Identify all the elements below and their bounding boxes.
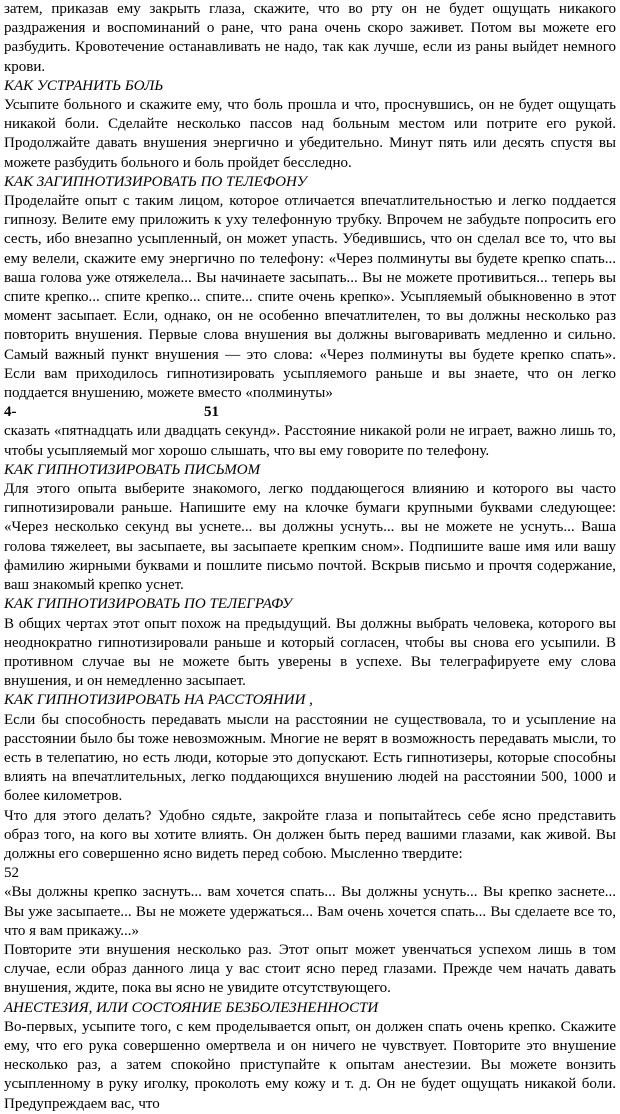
paragraph: В общих чертах этот опыт похож на предыдущий. Вы должны выбрать человека, которого вы неоднократно гипнотизировали раньше и который согласен, чтобы вы снова его усыпили. В противном случае вы не можете быть уверены в успехе. Вы телеграфируете ему слова внушения, и он немедленно засыпает.: [4, 615, 616, 690]
section-heading: КАК УСТРАНИТЬ БОЛЬ: [4, 77, 164, 94]
section-heading: КАК ГИПНОТИЗИРОВАТЬ НА РАССТОЯНИИ ,: [4, 692, 313, 709]
page-marker: 4-: [4, 404, 17, 421]
page-number: 51: [204, 404, 219, 421]
page-number: 52: [4, 865, 19, 882]
paragraph: Усыпите больного и скажите ему, что боль прошла и что, проснувшись, он не будет ощущать никакой боли. Сделайте несколько пассов над больным местом или потрите его рукой. Продолжайте давать внушения энергично и убедительно. Минут пять или десять спустя вы можете разбудить больного и боль пройдет бесследно.: [4, 97, 616, 171]
paragraph: Что для этого делать? Удобно сядьте, закройте глаза и попытайтесь себе ясно представить образ того, на кого вы хотите влиять. Он должен быть перед вашими глазами, как живой. Вы должны его совершенно ясно видеть перед собою. Мысленно твердите:: [4, 807, 616, 862]
paragraph: Проделайте опыт с таким лицом, которое отличается впечатлительностью и легко поддается гипнозу. Велите ему приложить к уху телефонную трубку. Впрочем не забудьте попросить его сесть, ибо внезапно усыпленный, он может упасть. Убедившись, что он сделал все то, что вы ему велели, скажите ему энергично по телефону: «Через полминуты вы будете крепко спать... ваша голова уже отяжелела... Вы начинаете засыпать... Вы не можете противиться... теперь вы спите крепко... спите крепко... спите... спите очень крепко». Усыпляемый обыкновенно в этот момент засыпает. Если, однако, он не особенно впечатлителен, то вы должны несколько раз повторить внушения. Первые слова внушения вы должны выговаривать медленно и сильно. Самый важный пункт внушения — это слова: «Через полминуты вы будете крепко спать». Если вам приходилось гипнотизировать усыпляемого раньше и вы знаете, что он легко поддается внушению, можете вместо «полминуты»: [4, 193, 616, 402]
section-heading: КАК ЗАГИПНОТИЗИРОВАТЬ ПО ТЕЛЕФОНУ: [4, 173, 307, 190]
paragraph: сказать «пятнадцать или двадцать секунд». Расстояние никакой роли не играет, важно лишь то, чтобы усыпляемый мог хорошо слышать, что вы ему говорите по телефону.: [4, 423, 616, 459]
paragraph: Во-первых, усыпите того, с кем проделывается опыт, он должен спать очень крепко. Скажите ему, что его рука совершенно омертвела и он ничего не чувствует. Повторите это внушение несколько раз, а затем спокойно приступайте к опытам анестезии. Вы можете вонзить усыпленному в руку иголку, проколоть ему кожу и т. д. Он не будет ощущать никакой боли. Предупреждаем вас, что: [4, 1018, 616, 1112]
page-number-line: [4, 403, 616, 422]
paragraph: Повторите эти внушения несколько раз. Этот опыт может увенчаться успехом лишь в том случае, если образ данного лица у вас стоит ясно перед глазами. Прежде чем начать давать внушения, ждите, пока вы ясно не увидите отсутствующего.: [4, 941, 616, 997]
paragraph: «Вы должны крепко заснуть... вам хочется спать... Вы должны уснуть... Вы крепко заснете... Вы уже засыпаете... Вы не можете удержаться... Вам очень хочется спать... Вы сделаете все то, что я вам прикажу...»: [4, 884, 616, 939]
section-heading: АНЕСТЕЗИЯ, ИЛИ СОСТОЯНИЕ БЕЗБОЛЕЗНЕННОСТИ: [4, 999, 379, 1016]
section-heading: КАК ГИПНОТИЗИРОВАТЬ ПО ТЕЛЕГРАФУ: [4, 596, 293, 613]
paragraph: Если бы способность передавать мысли на расстоянии не существовала, то и усыпление на расстоянии было бы тоже невозможным. Многие не верят в возможность передавать мысли, то есть в телепатию, но есть люди, которые это допускают. Есть гипнотизеры, которые способны влиять на впечатлительных, легко поддающихся внушению людей на расстоянии 500, 1000 и более километров.: [4, 711, 616, 805]
paragraph: затем, приказав ему закрыть глаза, скажите, что во рту он не будет ощущать никакого раздражения и воспоминаний о ране, что рана очень скоро заживет. Потом вы можете его разбудить. Кровотечение останавливать не надо, так как лучше, если из раны выйдет немного крови.: [4, 1, 616, 75]
paragraph: Для этого опыта выберите знакомого, легко поддающегося влиянию и которого вы часто гипнотизировали раньше. Напишите ему на клочке бумаги крупными буквами следующее: «Через несколько секунд вы уснете... вы должны уснуть... вы не можете не уснуть... Ваша голова тяжелеет, вы засыпаете, вы засыпаете крепким сном». Подпишите ваше имя или вашу фамилию жирными буквами и пошлите письмо почтой. Вскрыв письмо и прочтя содержание, ваш знакомый крепко уснет.: [4, 481, 616, 594]
section-heading: КАК ГИПНОТИЗИРОВАТЬ ПИСЬМОМ: [4, 461, 261, 478]
